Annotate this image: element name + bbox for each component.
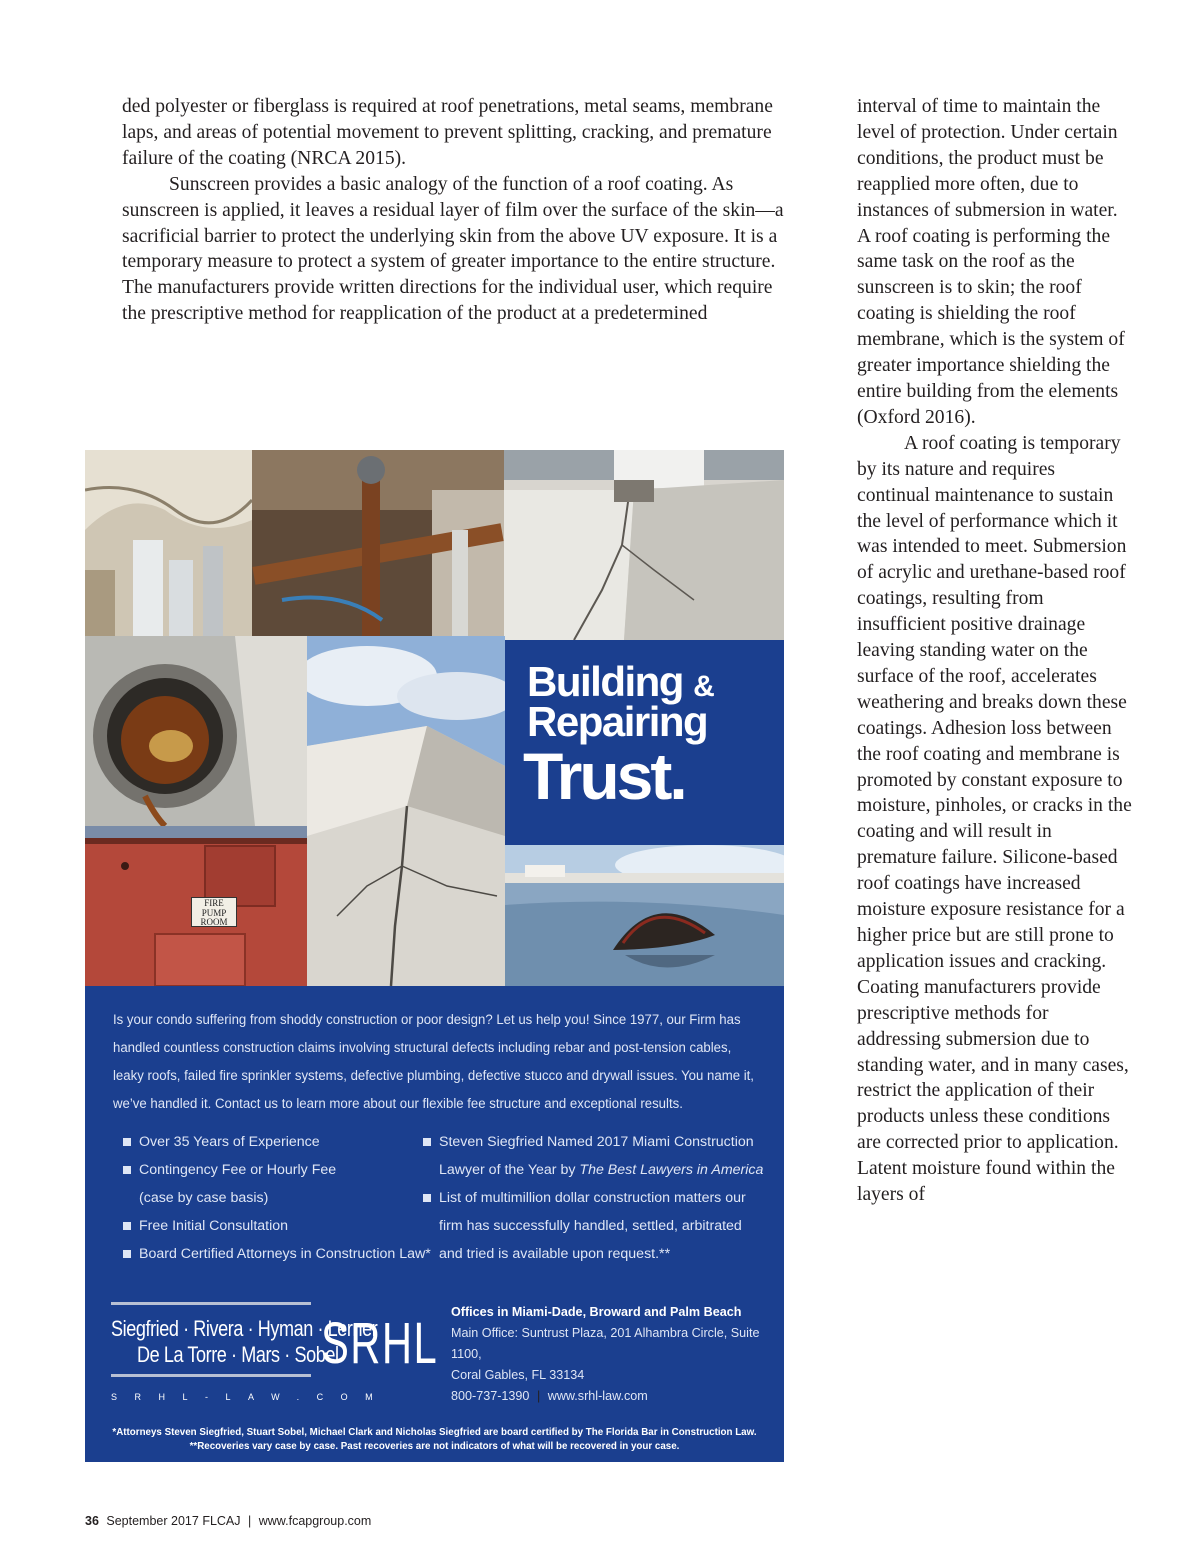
list-item-continuation bbox=[423, 1240, 763, 1268]
list-item bbox=[423, 1184, 763, 1212]
logo-rule-top bbox=[111, 1302, 311, 1305]
photo-cracked-wall-sky bbox=[307, 636, 505, 986]
page-footer bbox=[85, 1514, 371, 1528]
firm-logo bbox=[111, 1302, 439, 1420]
footer-website[interactable]: www.fcapgroup.com bbox=[258, 1514, 372, 1528]
paragraph: Sunscreen provides a basic analogy of the function of a roof coating. As sunscreen is applied, it leaves a residual layer of film over the surface of the skin—a sacrificial barrier to protect the underlying skin from the above UV exposure. It is a temporary measure to protect a system of greater importance to the entire structure. The manufacturers provide written directions for the individual user, which require the prescriptive method for reapplication of the product at a predetermined bbox=[122, 173, 784, 325]
headline-ampersand: & bbox=[693, 670, 715, 703]
headline-line-3: Trust. bbox=[523, 739, 685, 813]
list-item bbox=[123, 1128, 423, 1156]
right-text-column bbox=[857, 94, 1132, 1208]
logo-partner-names-2: De La Torre · Mars · Sobel bbox=[137, 1342, 339, 1367]
office-address-line-1: Main Office: Suntrust Plaza, 201 Alhambra Circle, Suite 1100, bbox=[451, 1326, 760, 1361]
list-item bbox=[123, 1240, 431, 1268]
issue-date: September 2017 bbox=[106, 1514, 199, 1528]
list-item bbox=[123, 1156, 423, 1184]
bullet-list-left bbox=[123, 1128, 431, 1268]
list-item-continuation bbox=[423, 1212, 763, 1240]
logo-url: SRHL-LAW.COM bbox=[111, 1392, 391, 1402]
page-number: 36 bbox=[85, 1514, 99, 1528]
bullet-square-icon bbox=[123, 1166, 131, 1174]
bullet-square-icon bbox=[123, 1222, 131, 1230]
list-item bbox=[123, 1212, 423, 1240]
phone-number: 800-737-1390 bbox=[451, 1389, 530, 1403]
bullet-text: Contingency Fee or Hourly Fee bbox=[139, 1162, 337, 1178]
paragraph: A roof coating is temporary by its nature and requires continual maintenance to sustain the level of performance which it was intended to meet. Submersion of acrylic and urethane-based roof coatings, resulting from insufficient positive drainage leaving standing water on the surface of the roof, accelerates weathering and breaks down these coatings. Adhesion loss between the roof coating and membrane is promoted by constant exposure to moisture, pinholes, or cracks in the coating and will result in premature failure. Silicone-based roof coatings have increased moisture exposure resistance for a higher price but are still prone to application issues and cracking. Coating manufacturers provide prescriptive methods for addressing submersion due to standing water, and in many cases, restrict the application of their products unless these conditions are corrected prior to application. Latent moisture found within the layers of bbox=[857, 432, 1132, 1206]
list-item bbox=[423, 1128, 763, 1156]
footnote-certification: *Attorneys Steven Siegfried, Stuart Sobel, Michael Clark and Nicholas Siegfried are board certified by The Florida Bar in Construction Law. bbox=[112, 1427, 757, 1438]
photo-ponding-water-roof bbox=[505, 845, 784, 986]
logo-monogram: SRHL bbox=[321, 1311, 439, 1376]
headline-building: Building bbox=[527, 658, 683, 705]
bullet-square-icon bbox=[123, 1250, 131, 1258]
top-text-column bbox=[122, 94, 790, 327]
bullet-text: firm has successfully handled, settled, arbitrated bbox=[439, 1218, 742, 1234]
publication-title: The Best Lawyers in America bbox=[579, 1162, 764, 1178]
ad-headline bbox=[505, 640, 784, 820]
bullet-text: and tried is available upon request.** bbox=[439, 1246, 671, 1262]
bullet-square-icon bbox=[423, 1194, 431, 1202]
paragraph: ded polyester or fiberglass is required at roof penetrations, metal seams, membrane laps, and areas of potential movement to prevent splitting, cracking, and premature failure of the coating (NRCA 2015). bbox=[122, 96, 773, 169]
bullet-text: Lawyer of the Year by bbox=[439, 1162, 580, 1178]
photo-corroded-drain bbox=[85, 636, 307, 826]
divider: | bbox=[248, 1514, 252, 1528]
photo-cracked-stucco-pipes bbox=[85, 450, 252, 636]
logo-rule-bottom bbox=[111, 1374, 311, 1377]
ad-body-text: Is your condo suffering from shoddy construction or poor design? Let us help you! Since 1977, our Firm has handled countless construction claims involving structural defects including rebar and post-tension cables, leaky roofs, failed fire sprinkler systems, defective plumbing, defective stucco and drywall issues. You name it, we’ve handled it. Contact us to learn more about our flexible fee structure and exceptional results. bbox=[113, 1012, 754, 1112]
bullet-text: Over 35 Years of Experience bbox=[139, 1134, 320, 1150]
photo-cracked-corner bbox=[504, 450, 784, 640]
offices-heading: Offices in Miami-Dade, Broward and Palm Beach bbox=[451, 1305, 742, 1319]
bullet-square-icon bbox=[123, 1138, 131, 1146]
bullet-text: Free Initial Consultation bbox=[139, 1218, 289, 1234]
paragraph: interval of time to maintain the level of protection. Under certain conditions, the product must be reapplied more often, due to instances of submersion in water. A roof coating is performing the same task on the roof as the sunscreen is to skin; the roof coating is shielding the roof membrane, which is the system of greater importance shielding the entire building from the elements (Oxford 2016). bbox=[857, 96, 1125, 428]
bullet-square-icon bbox=[423, 1138, 431, 1146]
list-item-continuation bbox=[423, 1156, 763, 1184]
list-item-continuation bbox=[123, 1184, 423, 1212]
fire-pump-room-sign: FIRE PUMP ROOM bbox=[191, 897, 237, 927]
office-address-line-2: Coral Gables, FL 33134 bbox=[451, 1368, 585, 1382]
publication-name: FLCAJ bbox=[202, 1514, 241, 1528]
bullet-text: Board Certified Attorneys in Construction Law* bbox=[139, 1246, 431, 1262]
logo-partner-names-1: Siegfried · Rivera · Hyman · Lerner bbox=[111, 1316, 378, 1341]
office-contact-line bbox=[451, 1386, 771, 1407]
photo-rusty-pipes bbox=[252, 450, 504, 636]
bullet-text: Steven Siegfried Named 2017 Miami Construction bbox=[439, 1134, 754, 1150]
office-contact-info bbox=[451, 1302, 771, 1407]
bullet-text: List of multimillion dollar construction matters our bbox=[439, 1190, 746, 1206]
divider: | bbox=[536, 1389, 541, 1403]
website-link[interactable]: www.srhl-law.com bbox=[547, 1389, 648, 1403]
headline-line-2: Repairing bbox=[527, 698, 708, 745]
bullet-text: (case by case basis) bbox=[139, 1190, 269, 1206]
footnote-recoveries: **Recoveries vary case by case. Past recoveries are not indicators of what will be recovered in your case. bbox=[189, 1441, 680, 1452]
ad-footnotes bbox=[85, 1427, 784, 1454]
law-firm-advertisement bbox=[85, 450, 784, 1462]
bullet-list-right bbox=[423, 1128, 763, 1268]
